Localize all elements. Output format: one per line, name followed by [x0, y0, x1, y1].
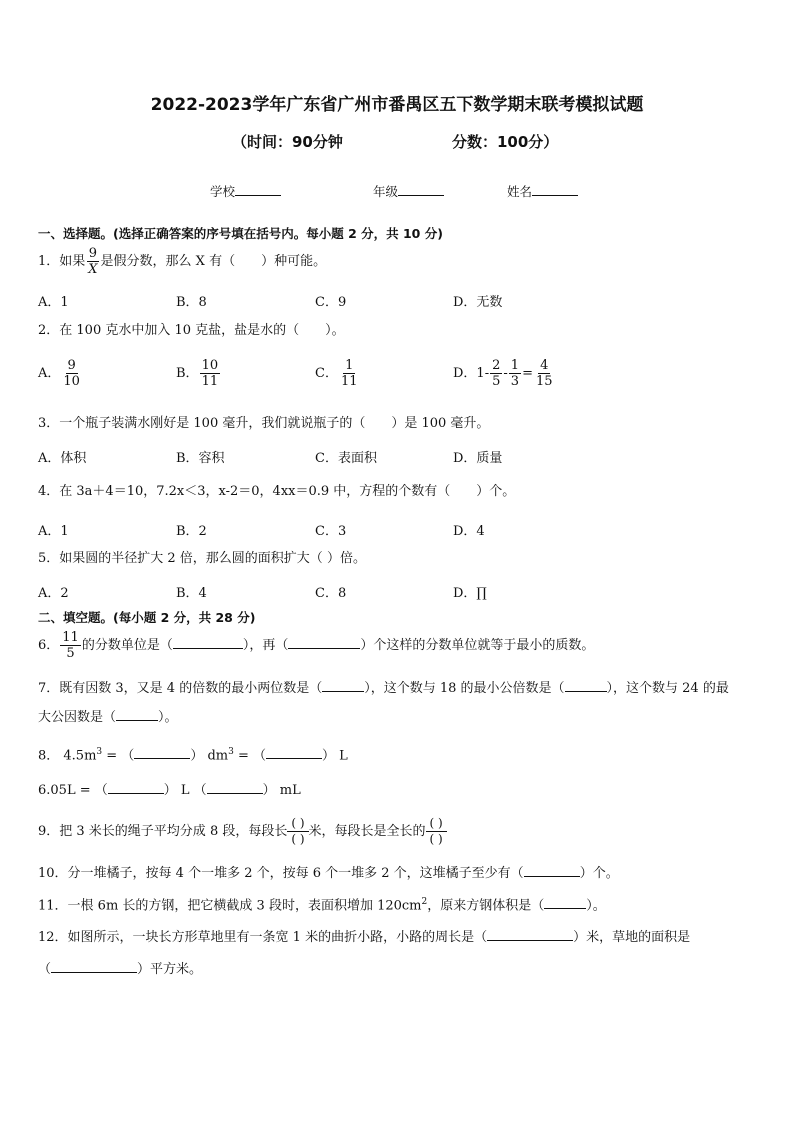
- name-blank[interactable]: [532, 183, 578, 196]
- q10-p1: 10．分一堆橘子，按每 4 个一堆多 2 个，按每 6 个一堆多 2 个，这堆橘子至少有（: [38, 866, 524, 881]
- q12-p3: （: [38, 962, 52, 977]
- q5-option-c[interactable]: C．8: [315, 586, 347, 601]
- q1-option-d[interactable]: D．无数: [453, 295, 503, 310]
- q8-l1-a: 8． 4.5m: [38, 748, 97, 764]
- question-1: [38, 246, 326, 277]
- q2-option-b[interactable]: [176, 358, 221, 389]
- q2-a-den: 10: [63, 374, 80, 389]
- school-blank[interactable]: [235, 183, 281, 196]
- question-2: 2．在 100 克水中加入 10 克盐，盐是水的（ ）。: [38, 323, 345, 338]
- q11-p1: 11．一根 6m 长的方钢，把它横截成 3 段时，表面积增加 120cm: [38, 898, 422, 914]
- q4-option-a[interactable]: A．1: [38, 524, 69, 539]
- q2-d-equals: =: [522, 366, 533, 381]
- q2-d-fraction-2: [509, 358, 521, 389]
- school-label: 学校: [210, 184, 236, 199]
- school-field[interactable]: [210, 182, 281, 200]
- q12-p2: ）米，草地的面积是: [573, 930, 691, 945]
- q12-blank-2[interactable]: [51, 958, 137, 973]
- grade-field[interactable]: [373, 182, 444, 200]
- q2-option-c[interactable]: [315, 358, 361, 389]
- q8-blank-1[interactable]: [134, 744, 190, 759]
- q8-blank-3[interactable]: [108, 779, 164, 794]
- q9-fb2-den: ( ): [429, 832, 443, 846]
- question-10: [38, 862, 619, 883]
- q8-l1-sup2: 3: [228, 747, 234, 757]
- q9-fraction-blank-2[interactable]: [426, 816, 447, 847]
- exam-score: 分数：100分）: [452, 133, 559, 151]
- q10-p2: ）个。: [579, 866, 619, 881]
- q1-prefix: 1．如果: [38, 254, 86, 269]
- q10-blank[interactable]: [524, 862, 580, 877]
- q1-suffix: 是假分数，那么 X 有（ ）种可能。: [100, 254, 327, 269]
- q2-d-f1-num: 2: [492, 358, 501, 373]
- q5-option-d[interactable]: D．∏: [453, 586, 487, 601]
- q4-option-b[interactable]: B．2: [176, 524, 207, 539]
- section-2-heading: 二、填空题。(每小题 2 分，共 28 分): [38, 610, 256, 625]
- question-5: 5．如果圆的半径扩大 2 倍，那么圆的面积扩大（ ）倍。: [38, 551, 366, 566]
- question-7-line-1: [38, 677, 729, 698]
- q1-frac-num: 9: [88, 246, 98, 261]
- q2-b-num: 10: [201, 358, 219, 373]
- q4-option-c[interactable]: C．3: [315, 524, 347, 539]
- q4-option-d[interactable]: D．4: [453, 524, 485, 539]
- q2-d-fraction-3: [534, 358, 555, 389]
- question-7-line-2: [38, 706, 178, 727]
- q8-l1-sup: 3: [96, 747, 103, 757]
- name-field[interactable]: [507, 182, 578, 200]
- question-8-line-1: [38, 743, 348, 765]
- q8-l1-e: ） L: [322, 748, 348, 764]
- q2-a-label: A．: [38, 366, 61, 381]
- q2-b-den: 11: [201, 374, 219, 389]
- q2-c-label: C．: [315, 366, 338, 381]
- q12-p4: ）平方米。: [137, 962, 203, 977]
- q7-p3: ），这个数与 24 的最: [606, 681, 729, 696]
- q2-d-f3-num: 4: [540, 358, 549, 373]
- question-12-line-2: [38, 958, 202, 979]
- q12-blank-1[interactable]: [487, 926, 573, 941]
- q3-option-d[interactable]: D．质量: [453, 451, 503, 466]
- q9-fraction-blank-1[interactable]: [287, 816, 308, 847]
- q6-frac-den: 5: [66, 646, 75, 661]
- q2-d-f3-den: 15: [535, 374, 553, 389]
- q11-sup: 2: [421, 897, 428, 907]
- q2-b-label: B．: [176, 366, 199, 381]
- q8-l1-b: = （: [102, 748, 135, 764]
- question-9: [38, 816, 447, 847]
- q2-option-a[interactable]: [38, 358, 83, 389]
- q7-blank-1[interactable]: [322, 677, 364, 692]
- q9-p2: 米，每段长是全长的: [308, 824, 426, 839]
- q6-blank-1[interactable]: [173, 634, 243, 649]
- section-1-heading: 一、选择题。(选择正确答案的序号填在括号内。每小题 2 分，共 10 分): [38, 226, 443, 241]
- q1-option-a[interactable]: A．1: [38, 295, 69, 310]
- q11-blank[interactable]: [544, 894, 586, 909]
- page-title: 2022-2023学年广东省广州市番禺区五下数学期末联考模拟试题: [150, 95, 644, 115]
- q6-part3: ）个这样的分数单位就等于最小的质数。: [360, 638, 595, 653]
- q8-l2-c: ） mL: [262, 783, 301, 798]
- q6-part2: ），再（: [242, 638, 289, 653]
- q3-option-a[interactable]: A．体积: [38, 451, 87, 466]
- q2-b-fraction: [200, 358, 221, 389]
- q7-p1: 7．既有因数 3，又是 4 的倍数的最小两位数是（: [38, 681, 323, 696]
- q5-option-b[interactable]: B．4: [176, 586, 207, 601]
- grade-label: 年级: [373, 184, 399, 199]
- exam-time: （时间：90分钟: [232, 133, 343, 151]
- q7-blank-3[interactable]: [116, 706, 158, 721]
- q2-c-den: 11: [340, 374, 358, 389]
- q2-d-minus: -: [503, 366, 508, 381]
- question-3: 3．一个瓶子装满水刚好是 100 毫升，我们就说瓶子的（ ）是 100 毫升。: [38, 416, 490, 431]
- name-label: 姓名: [507, 184, 533, 199]
- q9-p1: 9．把 3 米长的绳子平均分成 8 段，每段长: [38, 824, 288, 839]
- question-11: [38, 893, 606, 915]
- q1-option-b[interactable]: B．8: [176, 295, 207, 310]
- q5-option-a[interactable]: A．2: [38, 586, 69, 601]
- q7-p5: ）。: [158, 710, 178, 725]
- q7-p2: ），这个数与 18 的最小公倍数是（: [364, 681, 565, 696]
- q8-blank-2[interactable]: [266, 744, 322, 759]
- q6-prefix: 6．: [38, 638, 60, 653]
- q8-l2-b: ） L （: [163, 783, 207, 798]
- q6-blank-2[interactable]: [288, 634, 360, 649]
- q7-blank-2[interactable]: [565, 677, 607, 692]
- q9-fb1-num: ( ): [287, 816, 308, 832]
- q6-frac-num: 11: [62, 630, 79, 645]
- q3-option-b[interactable]: B．容积: [176, 451, 225, 466]
- question-4: 4．在 3a＋4＝10，7.2x＜3，x-2＝0，4xx＝0.9 中，方程的个数有（ ）个。: [38, 484, 516, 499]
- grade-blank[interactable]: [398, 183, 444, 196]
- q1-frac-den: X: [88, 262, 98, 277]
- q11-p2: ，原来方钢体积是（: [427, 898, 545, 914]
- q2-d-f2-den: 3: [510, 374, 520, 389]
- q3-option-c[interactable]: C．表面积: [315, 451, 377, 466]
- q2-option-d[interactable]: [453, 358, 556, 389]
- q2-d-f2-num: 1: [510, 358, 520, 373]
- question-8-line-2: [38, 779, 301, 800]
- q6-fraction: [60, 630, 81, 661]
- q9-fb2-num: ( ): [426, 816, 447, 832]
- q8-l1-c: ） dm: [190, 748, 229, 764]
- q2-d-fraction-1: [490, 358, 502, 389]
- question-12-line-1: [38, 926, 690, 947]
- q2-a-fraction: [61, 358, 82, 389]
- q8-l1-d: = （: [233, 748, 267, 764]
- q12-p1: 12．如图所示，一块长方形草地里有一条宽 1 米的曲折小路，小路的周长是（: [38, 930, 488, 945]
- q2-a-num: 9: [67, 358, 76, 373]
- q2-d-f1-den: 5: [492, 374, 501, 389]
- q9-fb1-den: ( ): [291, 832, 305, 846]
- q2-d-label: D．1-: [453, 366, 490, 381]
- q8-l2-a: 6.05L = （: [38, 783, 108, 798]
- q8-blank-4[interactable]: [207, 779, 263, 794]
- q1-fraction: [86, 246, 99, 277]
- q6-part1: 的分数单位是（: [81, 638, 173, 653]
- q1-option-c[interactable]: C．9: [315, 295, 347, 310]
- q2-c-num: 1: [345, 358, 354, 373]
- q11-p3: ）。: [586, 898, 606, 914]
- q7-p4: 大公因数是（: [38, 710, 117, 725]
- q2-c-fraction: [339, 358, 360, 389]
- question-6: [38, 630, 594, 661]
